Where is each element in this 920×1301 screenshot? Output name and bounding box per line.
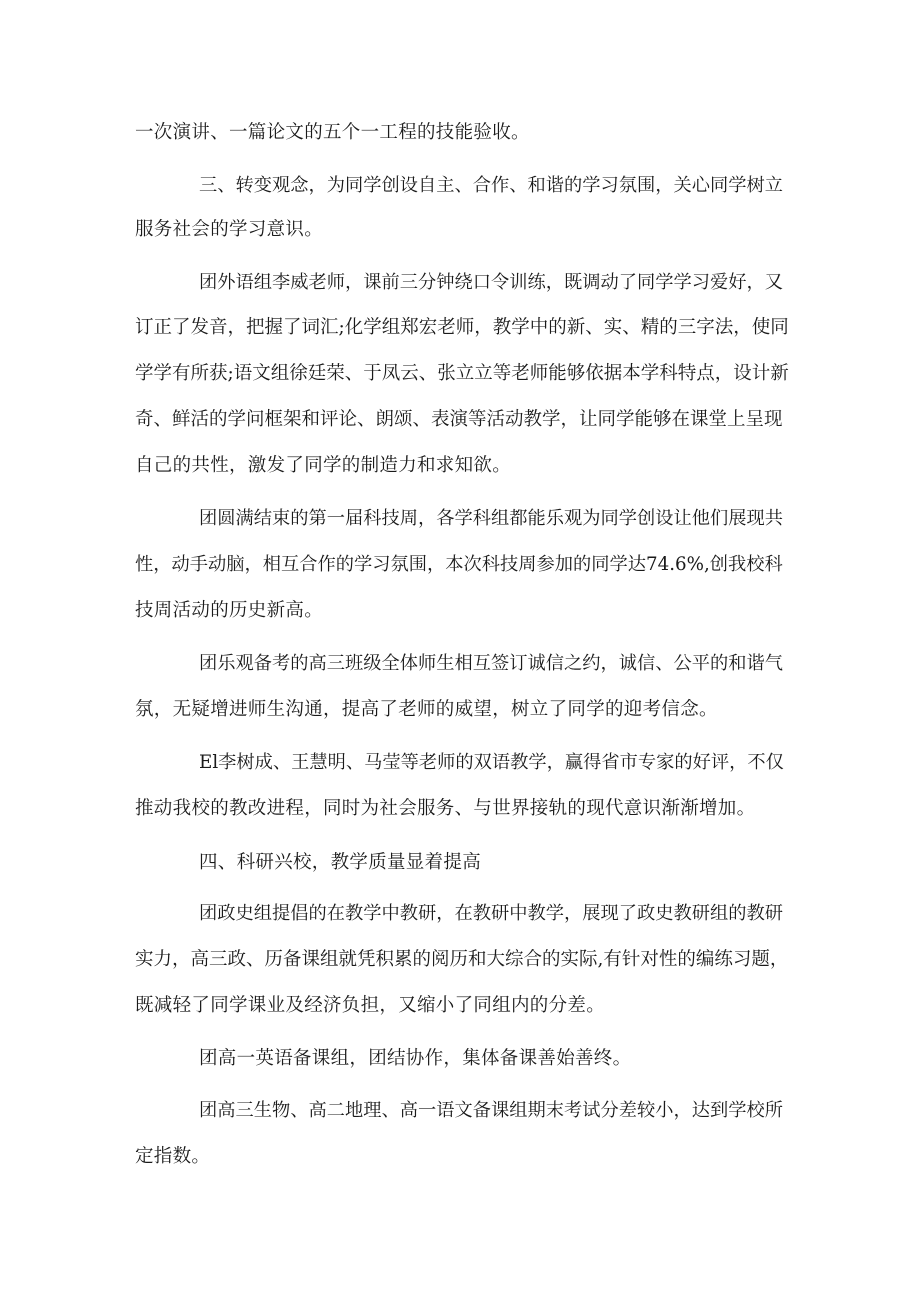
section-heading-line: 服务社会的学习意识。 [135, 219, 324, 240]
text-line: 自己的共性，激发了同学的制造力和求知欲。 [135, 455, 512, 476]
text-line: 团高三生物、高二地理、高一语文备课组期末考试分差较小，达到学校所 [199, 1100, 783, 1121]
text-line: 实力，高三政、历备课组就凭积累的阅历和大综合的实际,有针对性的编练习题， [135, 949, 789, 970]
text-line: 团圆满结束的第一届科技周，各学科组都能乐观为同学创设让他们展现共 [199, 508, 783, 529]
text-line: 既减轻了同学课业及经济负担，又缩小了同组内的分差。 [135, 995, 606, 1016]
text-line: 学学有所获;语文组徐廷荣、于凤云、张立立等老师能够依据本学科特点，设计新 [135, 363, 789, 384]
text-line: 订正了发音，把握了词汇;化学组郑宏老师，教学中的新、实、精的三字法，使同 [135, 317, 789, 338]
text-line: 技周活动的历史新高。 [135, 600, 324, 621]
section-heading-line: 三、转变观念，为同学创设自主、合作、和谐的学习氛围，关心同学树立 [199, 175, 783, 196]
text-line: 氛，无疑增进师生沟通，提高了老师的威望，树立了同学的迎考信念。 [135, 699, 718, 720]
text-line: 团外语组李威老师，课前三分钟绕口令训练，既调动了同学学习爱好，又 [199, 272, 783, 293]
text-line: 团高一英语备课组，团结协作，集体备课善始善终。 [199, 1048, 632, 1069]
text-line: 团政史组提倡的在教学中教研，在教研中教学，展现了政史教研组的教研 [199, 903, 783, 924]
text-line: 定指数。 [135, 1146, 211, 1167]
text-line: 奇、鲜活的学问框架和评论、朗颂、表演等活动教学，让同学能够在课堂上呈现 [135, 409, 783, 430]
section-heading-line: 四、科研兴校，教学质量显着提高 [199, 852, 482, 873]
text-line: El李树成、王慧明、马莹等老师的双语教学，赢得省市专家的好评，不仅 [199, 752, 784, 773]
text-line: 性，动手动脑，相互合作的学习氛围，本次科技周参加的同学达74.6%,创我校科 [135, 554, 783, 575]
text-line: 一次演讲、一篇论文的五个一工程的技能验收。 [135, 122, 530, 143]
text-line: 团乐观备考的高三班级全体师生相互签订诚信之约，诚信、公平的和谐气 [199, 653, 783, 674]
text-line: 推动我校的教改进程，同时为社会服务、与世界接轨的现代意识渐渐增加。 [135, 798, 756, 819]
